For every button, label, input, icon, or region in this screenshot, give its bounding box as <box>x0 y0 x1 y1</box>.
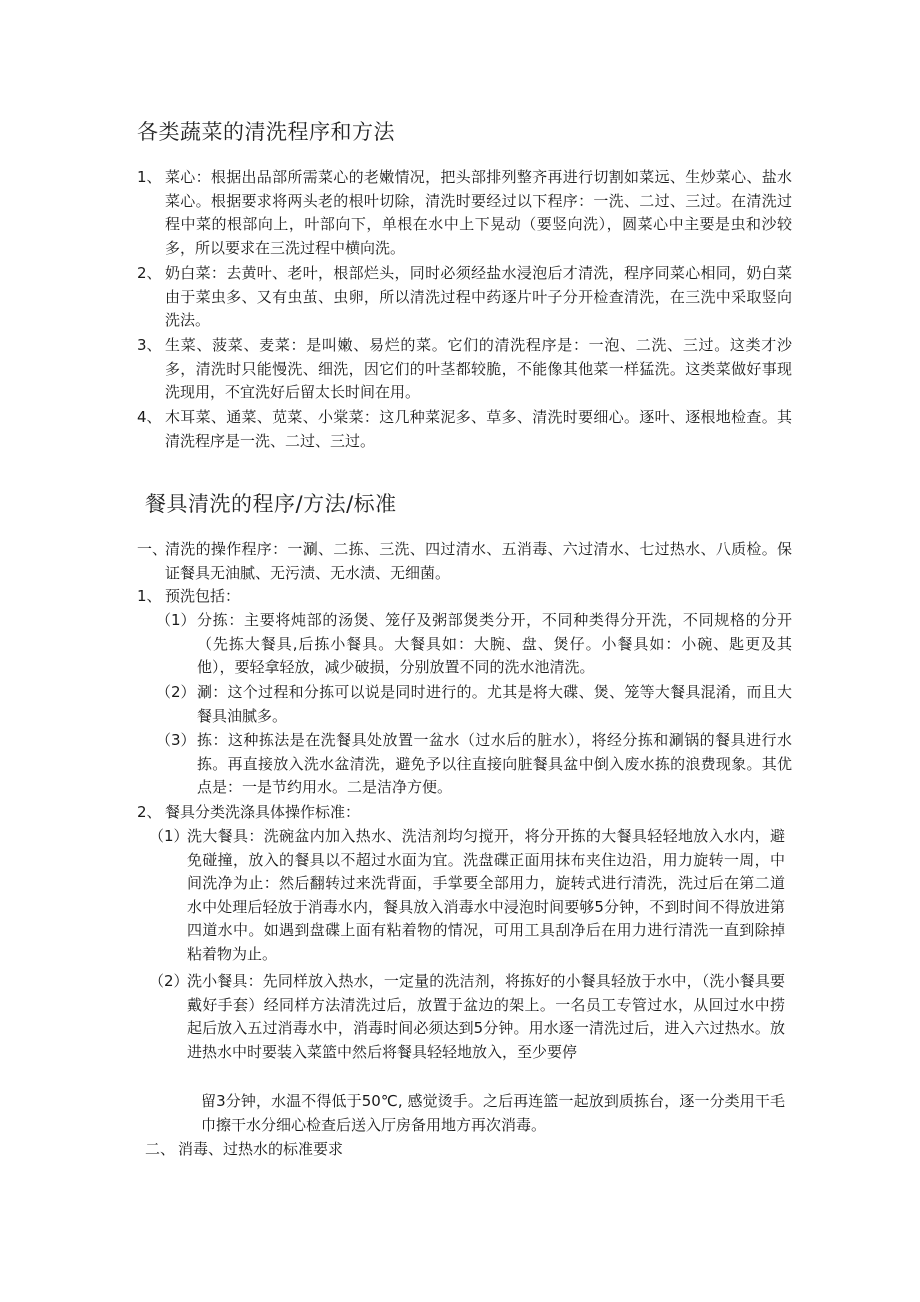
veg-item-2-text: 奶白菜：去黄叶、老叶，根部烂头，同时必须经盐水浸泡后才清洗，程序同菜心相同，奶白菜由于菜虫多、又有虫茧、虫卵，所以清洗过程中药逐片叶子分开检查清洗，在三洗中采取竖向洗法。 <box>165 264 792 330</box>
veg-item-1-number: 1、 <box>137 168 162 186</box>
standard-number: 2、 <box>137 803 162 821</box>
prewash-heading: 预洗包括： <box>165 587 241 605</box>
standard-heading: 餐具分类洗涤具体操作标准： <box>165 803 361 821</box>
section-1-number: 一、 <box>137 540 168 558</box>
section-1-text: 清洗的操作程序：一涮、二拣、三洗、四过清水、五消毒、六过清水、七过热水、八质检。保证餐具无油腻、无污渍、无水渍、无细菌。 <box>165 540 792 582</box>
veg-item-3-number: 3、 <box>137 336 162 354</box>
prewash-item-3-text: 拣：这种拣法是在洗餐具处放置一盆水（过水后的脏水），将经分拣和涮锅的餐具进行水拣。再直接放入洗水盆清洗，避免予以往直接向脏餐具盆中倒入废水拣的浪费现象。其优点是：一是节约用水。二是洁净方便。 <box>197 731 792 797</box>
veg-item-4-text: 木耳菜、通菜、苋菜、小棠菜：这几种菜泥多、草多、清洗时要细心。逐叶、逐根地检查。其清洗程序是一洗、二过、三过。 <box>165 408 792 450</box>
veg-item-1-text: 菜心：根据出品部所需菜心的老嫩情况，把头部排列整齐再进行切割如菜远、生炒菜心、盐水菜心。根据要求将两头老的根叶切除，清洗时要经过以下程序：一洗、二过、三过。在清洗过程中菜的根部向上，叶部向下，单根在水中上下晃动（要竖向洗），圆菜心中主要是虫和沙较多，所以要求在三洗过程中横向洗。 <box>165 168 792 257</box>
standard-item-2-number: （2） <box>149 972 189 990</box>
section-title-vegetables: 各类蔬菜的清洗程序和方法 <box>137 120 395 144</box>
prewash-item-1-text: 分拣：主要将炖部的汤煲、笼仔及粥部煲类分开，不同种类得分开洗，不同规格的分开（先拣大餐具,后拣小餐具。大餐具如：大腕、盘、煲仔。小餐具如：小碗、匙更及其他），要轻拿轻放，减少破损，分别放置不同的洗水池清洗。 <box>197 611 792 677</box>
veg-item-2-number: 2、 <box>137 264 162 282</box>
section-2-number: 二、 <box>145 1140 176 1158</box>
standard-item-1-text: 洗大餐具：洗碗盆内加入热水、洗洁剂均匀搅开，将分开拣的大餐具轻轻地放入水内，避免碰撞，放入的餐具以不超过水面为宜。洗盘碟正面用抹布夹住边沿，用力旋转一周，中间洗净为止：然后翻转过来洗背面，手掌要全部用力，旋转式进行清洗，洗过后在第二道水中处理后轻放于消毒水内，餐具放入消毒水中浸泡时间要够5分钟，不到时间不得放进第四道水中。如遇到盘碟上面有粘着物的情况，可用工具刮净后在用力进行清洗一直到除掉粘着物为止。 <box>187 827 785 963</box>
standard-item-2-continuation: 留3分钟，水温不得低于50℃, 感觉烫手。之后再连篮一起放到质拣台，逐一分类用干毛巾擦干水分细心检查后送入厅房备用地方再次消毒。 <box>201 1092 785 1134</box>
prewash-item-1-number: （1） <box>156 611 196 629</box>
section-2-text: 消毒、过热水的标准要求 <box>178 1140 344 1158</box>
standard-item-1-number: （1） <box>149 827 189 845</box>
veg-item-4-number: 4、 <box>137 408 162 426</box>
prewash-item-2-text: 涮：这个过程和分拣可以说是同时进行的。尤其是将大碟、煲、笼等大餐具混淆，而且大餐具油腻多。 <box>197 683 792 725</box>
veg-item-3-text: 生菜、菠菜、麦菜：是叫嫩、易烂的菜。它们的清洗程序是：一泡、二洗、三过。这类才沙多，清洗时只能慢洗、细洗，因它们的叶茎都较脆，不能像其他菜一样猛洗。这类菜做好事现洗现用，不宜洗好后留太长时间在用。 <box>165 336 792 402</box>
standard-item-2-text: 洗小餐具：先同样放入热水，一定量的洗洁剂，将拣好的小餐具轻放于水中，（洗小餐具要戴好手套）经同样方法清洗过后，放置于盆边的架上。一名员工专管过水，从回过水中捞起后放入五过消毒水中，消毒时间必须达到5分钟。用水逐一清洗过后，进入六过热水。放进热水中时要装入菜篮中然后将餐具轻轻地放入，至少要停 <box>187 972 785 1061</box>
section-title-tableware: 餐具清洗的程序/方法/标准 <box>145 492 397 516</box>
prewash-item-2-number: （2） <box>156 683 196 701</box>
prewash-item-3-number: （3） <box>156 731 196 749</box>
prewash-number: 1、 <box>137 587 162 605</box>
